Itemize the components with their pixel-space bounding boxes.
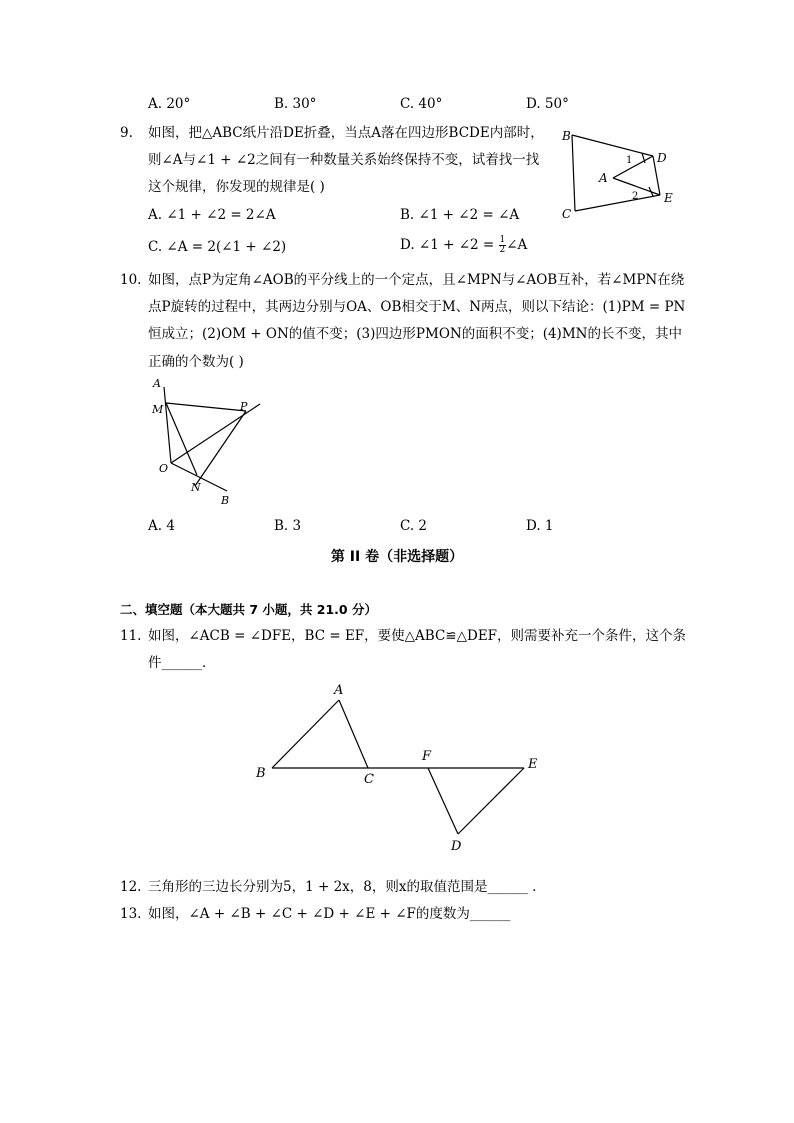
q9-label-d: D bbox=[657, 151, 667, 165]
q10-label-o: O bbox=[159, 462, 169, 475]
q9-label-e: E bbox=[664, 191, 673, 205]
q10-number: 10. bbox=[120, 272, 142, 288]
q8-option-c: C. 40° bbox=[400, 96, 443, 112]
q9-line-1: 如图，把△ABC纸片沿DE折叠，当点A落在四边形BCDE内部时， bbox=[148, 125, 544, 141]
q13-text: 如图，∠A + ∠B + ∠C + ∠D + ∠E + ∠F的度数为______ bbox=[148, 906, 511, 922]
q10-label-a: A bbox=[153, 377, 161, 390]
q10-segment-mn bbox=[166, 403, 197, 475]
q9-line-2: 则∠A与∠1 + ∠2之间有一种数量关系始终保持不变，试着找一找 bbox=[148, 152, 540, 168]
q9-option-b: B. ∠1 + ∠2 = ∠A bbox=[400, 207, 520, 223]
q9-fold-ad bbox=[613, 156, 653, 178]
section-2-title: 二、填空题（本大题共 7 小题，共 21.0 分） bbox=[120, 602, 377, 617]
q9-option-d-suffix: ∠A bbox=[506, 237, 528, 253]
q9-option-d bbox=[400, 236, 527, 255]
q9-option-d-prefix: D. ∠1 + ∠2 = bbox=[400, 237, 499, 253]
q10-option-c: C. 2 bbox=[400, 518, 428, 534]
q11-number: 11. bbox=[120, 628, 142, 644]
q9-option-a: A. ∠1 + ∠2 = 2∠A bbox=[148, 207, 276, 223]
q10-line-4: 正确的个数为( ) bbox=[148, 354, 244, 370]
q8-option-a: A. 20° bbox=[148, 96, 191, 112]
q11-label-c: C bbox=[364, 772, 374, 787]
q11-line-1: 如图，∠ACB = ∠DFE，BC = EF，要使△ABC≌△DEF，则需要补充一个条件，这个条 bbox=[148, 628, 687, 644]
q10-side-pn bbox=[195, 411, 246, 486]
q9-edge-ce bbox=[575, 195, 660, 211]
q10-figure bbox=[145, 373, 270, 513]
q10-line-1: 如图，点P为定角∠AOB的平分线上的一个定点，且∠MPN与∠AOB互补，若∠MPN在绕 bbox=[148, 272, 685, 288]
q11-label-b: B bbox=[256, 766, 266, 781]
q11-segment-ab bbox=[272, 700, 339, 768]
fraction-numerator: 1 bbox=[499, 235, 506, 245]
q13-number: 13. bbox=[120, 906, 142, 922]
q9-figure bbox=[555, 125, 685, 225]
q9-label-b: B bbox=[562, 129, 571, 143]
q11-label-e: E bbox=[528, 757, 538, 772]
q9-edge-bc bbox=[572, 135, 575, 211]
fraction-denominator: 2 bbox=[499, 245, 506, 255]
q10-side-pm bbox=[166, 403, 246, 411]
q10-label-n: N bbox=[191, 481, 201, 494]
q11-label-d: D bbox=[451, 839, 462, 854]
q10-label-p: P bbox=[240, 400, 248, 413]
q10-line-3: 恒成立；(2)OM + ON的值不变；(3)四边形PMON的面积不变；(4)MN的长不变，其中 bbox=[148, 326, 682, 342]
q9-option-c: C. ∠A = 2(∠1 + ∠2) bbox=[148, 239, 287, 255]
part-2-title: 第 II 卷（非选择题） bbox=[330, 549, 464, 565]
q11-figure bbox=[250, 678, 550, 858]
q10-label-m: M bbox=[152, 403, 164, 416]
q10-option-d: D. 1 bbox=[526, 518, 554, 534]
q9-label-c: C bbox=[562, 207, 572, 221]
q10-ray-oa bbox=[164, 387, 171, 463]
q11-segment-de bbox=[458, 768, 524, 834]
q8-option-d: D. 50° bbox=[526, 96, 569, 112]
q11-segment-ac bbox=[339, 700, 368, 768]
q10-option-b: B. 3 bbox=[274, 518, 302, 534]
q11-label-a: A bbox=[334, 683, 344, 698]
q9-number: 9. bbox=[120, 125, 133, 141]
q9-label-2: 2 bbox=[632, 191, 639, 202]
q9-label-a: A bbox=[599, 171, 608, 185]
q10-line-2: 点P旋转的过程中，其两边分别与OA、OB相交于M、N两点，则以下结论：(1)PM = PN bbox=[148, 299, 686, 315]
q11-segment-fd bbox=[428, 768, 458, 834]
q12-text: 三角形的三边长分别为5，1 + 2x，8，则x的取值范围是______ ． bbox=[148, 879, 546, 895]
q12-number: 12. bbox=[120, 879, 142, 895]
q11-label-f: F bbox=[422, 749, 432, 764]
q9-edge-bd bbox=[572, 135, 653, 156]
q9-label-1: 1 bbox=[626, 155, 633, 166]
q10-option-a: A. 4 bbox=[148, 518, 175, 534]
q10-label-b: B bbox=[221, 494, 230, 507]
q11-line-2: 件______． bbox=[148, 655, 216, 671]
q8-option-b: B. 30° bbox=[274, 96, 317, 112]
q9-line-3: 这个规律，你发现的规律是( ) bbox=[148, 179, 325, 195]
